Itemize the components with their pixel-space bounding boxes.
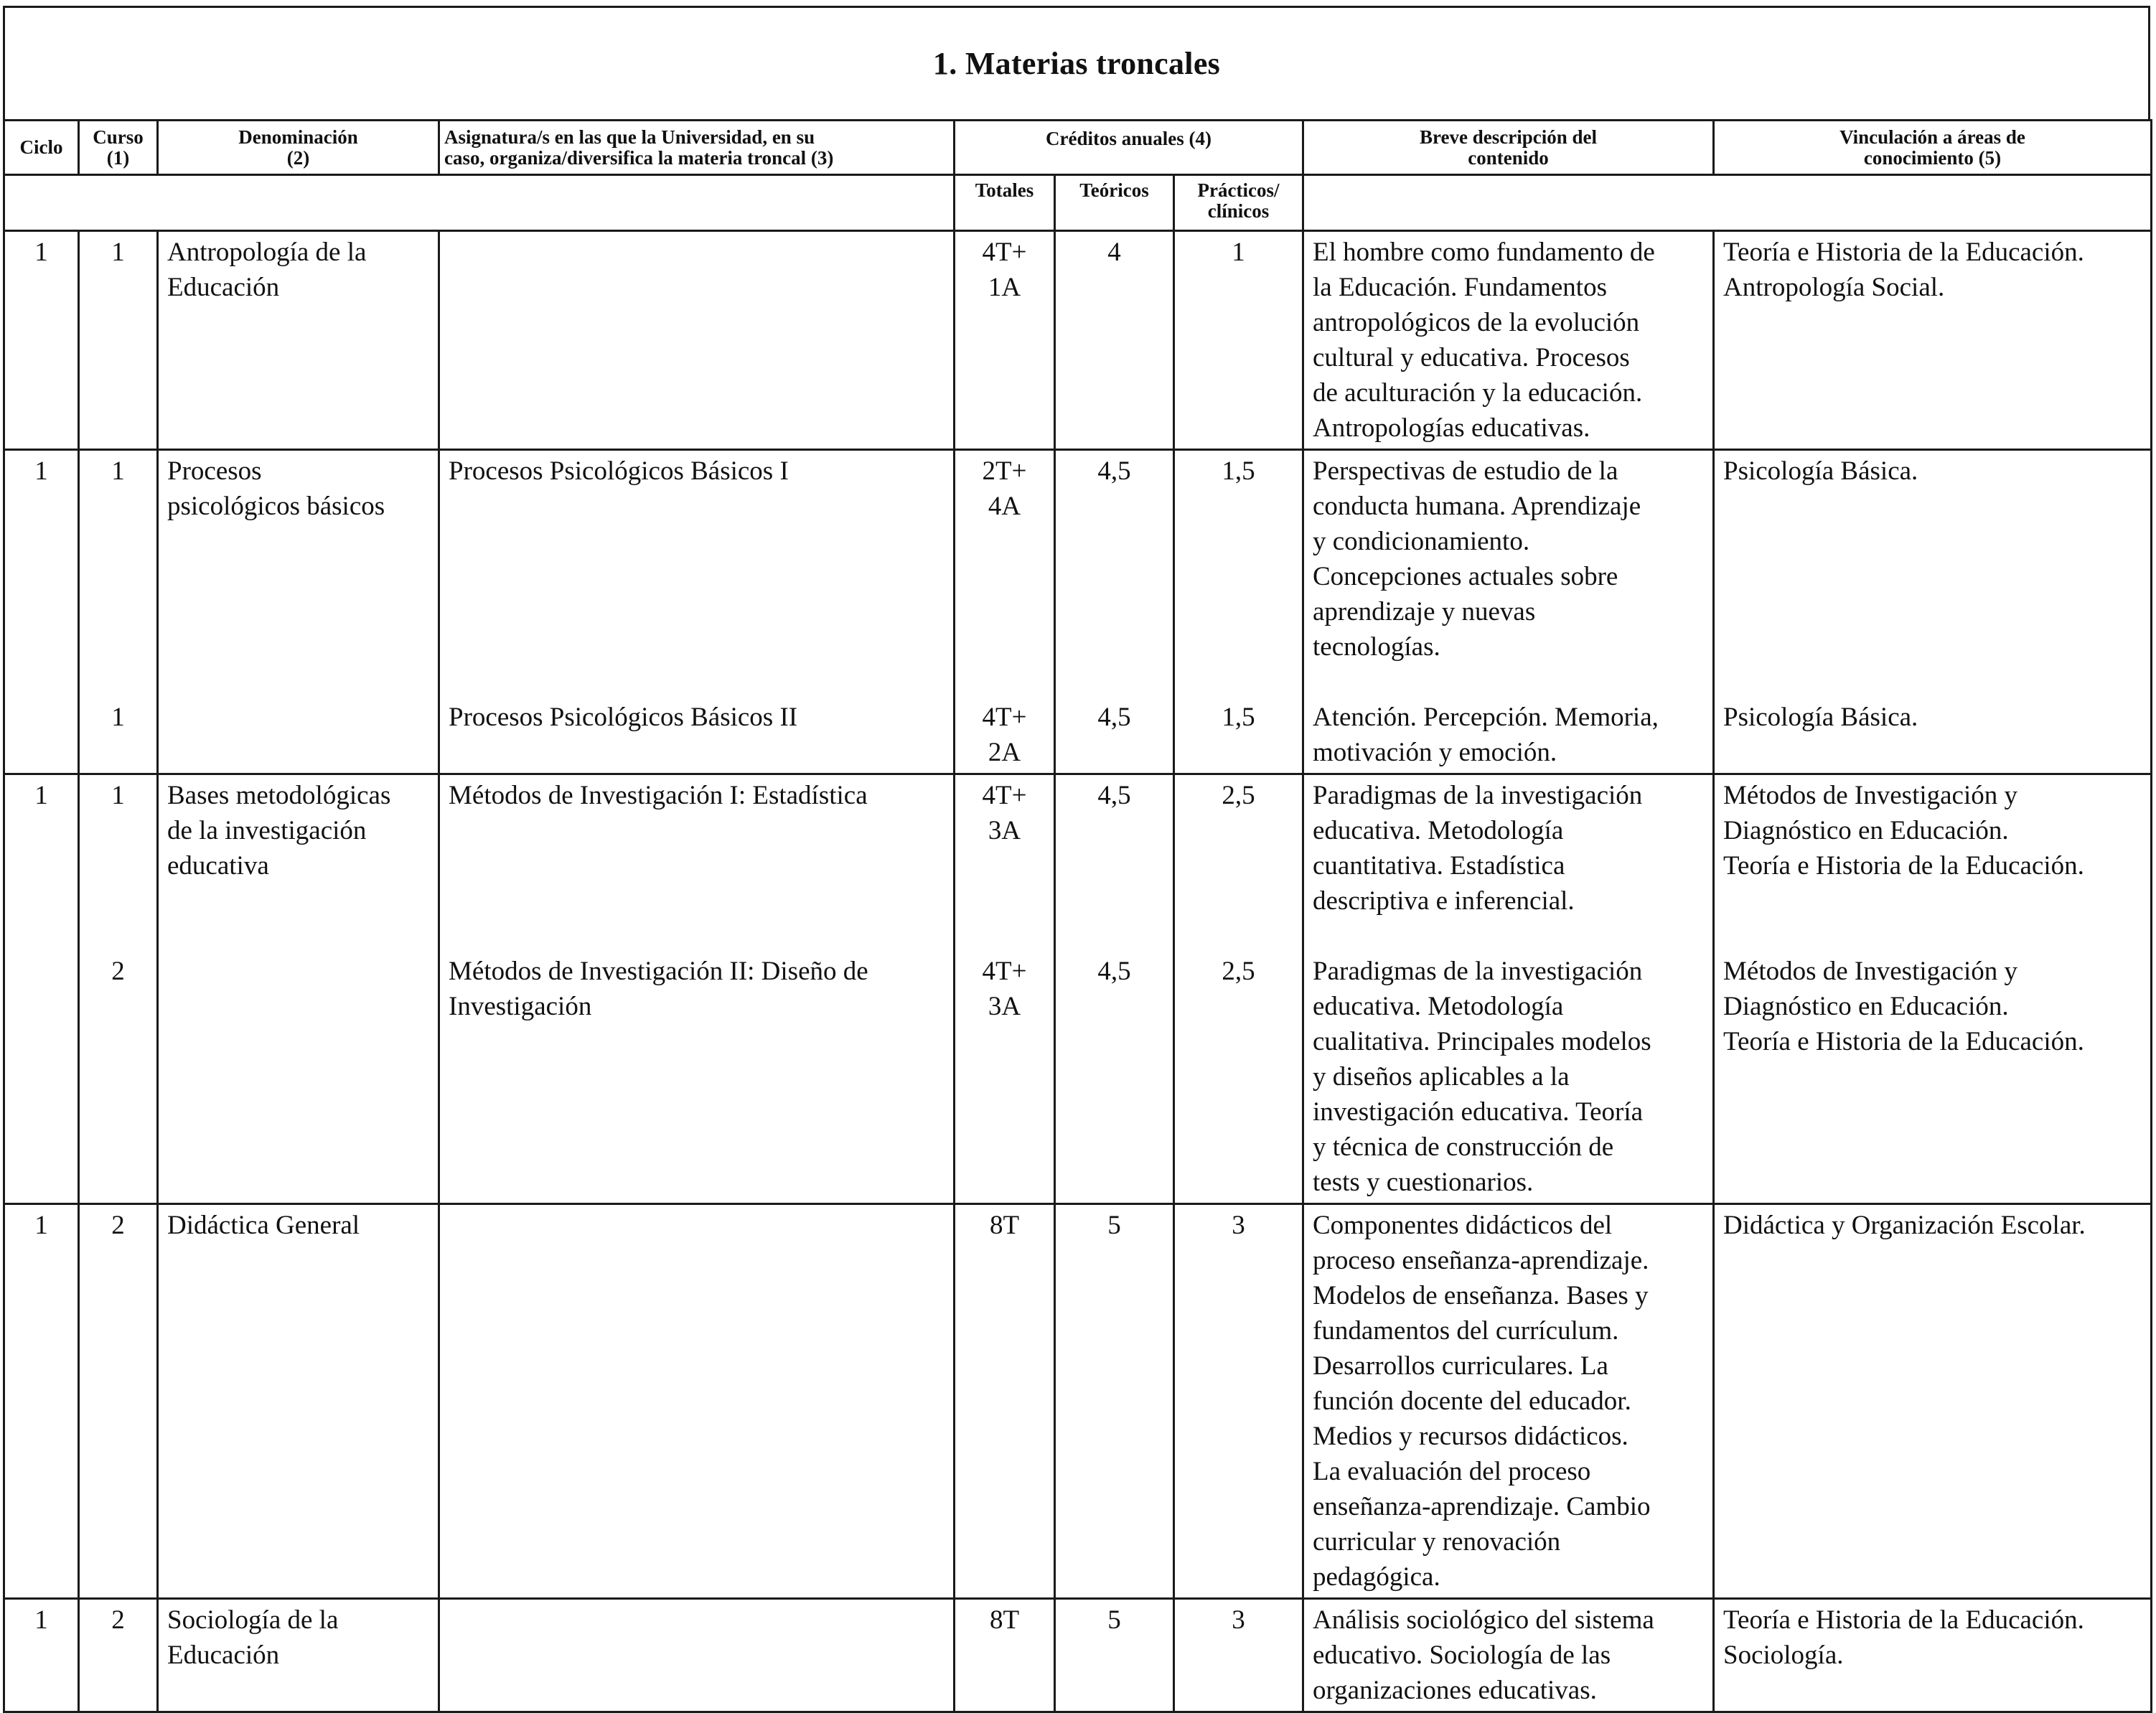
cell-asignatura	[439, 450, 955, 774]
header-vinculacion-line-2: conocimiento (5)	[1863, 146, 2002, 169]
totales-value: 8T	[989, 1605, 1020, 1635]
spacer	[1064, 489, 1164, 700]
vinculacion-text: Teoría e Historia de la Educación.	[1723, 238, 2084, 267]
header-teoricos: Teóricos	[1055, 175, 1174, 231]
cell-teoricos	[1055, 1204, 1174, 1599]
vinculacion-text: Diagnóstico en Educación.	[1723, 816, 2009, 845]
asignatura-text: Procesos Psicológicos Básicos I	[449, 456, 789, 486]
cell-totales	[955, 1599, 1055, 1712]
cell-ciclo	[4, 774, 79, 1204]
cell-vinculacion	[1714, 774, 2152, 1204]
header-asignaturas-line-2: caso, organiza/diversifica la materia troncal (3)	[444, 146, 834, 169]
asignatura-text: Procesos Psicológicos Básicos II	[449, 703, 798, 732]
cell-teoricos	[1055, 774, 1174, 1204]
descripcion-text: conducta humana. Aprendizaje	[1313, 492, 1641, 521]
denominacion-text: de la investigación	[167, 816, 367, 845]
denominacion-text: Educación	[167, 273, 280, 302]
cell-teoricos	[1055, 450, 1174, 774]
spacer	[449, 489, 945, 700]
descripcion-text: fundamentos del currículum.	[1313, 1316, 1619, 1346]
cell-curso	[79, 1204, 158, 1599]
descripcion-text: investigación educativa. Teoría	[1313, 1097, 1644, 1127]
descripcion-text: Desarrollos curriculares. La	[1313, 1351, 1608, 1381]
header-curso	[79, 121, 158, 175]
denominacion-text: Educación	[167, 1641, 280, 1670]
cell-vinculacion	[1714, 231, 2152, 450]
vinculacion-text: Teoría e Historia de la Educación.	[1723, 851, 2084, 881]
ciclo-value: 1	[34, 781, 48, 810]
page-title: 1. Materias troncales	[932, 46, 1221, 81]
descripcion-text: aprendizaje y nuevas	[1313, 597, 1536, 626]
cell-asignatura	[439, 774, 955, 1204]
descripcion-text: antropológicos de la evolución	[1313, 308, 1640, 337]
descripcion-text: Medios y recursos didácticos.	[1313, 1422, 1628, 1451]
spacer	[1723, 883, 2142, 954]
descripcion-text: curricular y renovación	[1313, 1527, 1561, 1557]
cell-descripcion	[1303, 231, 1714, 450]
totales-value: 4T+	[982, 957, 1027, 986]
curso-value: 2	[111, 1605, 125, 1635]
teoricos-value: 5	[1107, 1605, 1121, 1635]
header-practicos-line-2: clínicos	[1207, 200, 1270, 222]
spacer	[88, 813, 148, 954]
header-creditos: Créditos anuales (4)	[955, 121, 1303, 175]
cell-descripcion	[1303, 450, 1714, 774]
descripcion-text: Paradigmas de la investigación	[1313, 781, 1643, 810]
asignatura-text: Métodos de Investigación I: Estadística	[449, 781, 868, 810]
header-ciclo: Ciclo	[4, 121, 79, 175]
practicos-value: 1,5	[1222, 703, 1255, 732]
ciclo-value: 1	[34, 1211, 48, 1240]
header-curso-note: (1)	[106, 146, 130, 169]
descripcion-text: Modelos de enseñanza. Bases y	[1313, 1281, 1649, 1310]
vinculacion-text: Métodos de Investigación y	[1723, 957, 2017, 986]
cell-denominacion	[158, 774, 439, 1204]
header-totales: Totales	[955, 175, 1055, 231]
header-denominacion-note: (2)	[286, 146, 310, 169]
denominacion-text: Antropología de la	[167, 238, 367, 267]
header-practicos-line-1: Prácticos/	[1197, 179, 1280, 201]
table-row	[4, 774, 2152, 1204]
curso-value: 1	[111, 456, 125, 486]
cell-curso	[79, 1599, 158, 1712]
title-box	[3, 6, 2150, 119]
cell-ciclo	[4, 1599, 79, 1712]
descripcion-text: Componentes didácticos del	[1313, 1211, 1613, 1240]
curso-value: 1	[111, 238, 125, 267]
cell-curso	[79, 774, 158, 1204]
curso-value: 1	[111, 781, 125, 810]
teoricos-value: 4,5	[1097, 781, 1131, 810]
totales-value: 2A	[988, 738, 1021, 767]
denominacion-text: Bases metodológicas	[167, 781, 391, 810]
cell-asignatura	[439, 1204, 955, 1599]
denominacion-text: Sociología de la	[167, 1605, 339, 1635]
descripcion-text: Perspectivas de estudio de la	[1313, 456, 1618, 486]
descripcion-text: la Educación. Fundamentos	[1313, 273, 1607, 302]
cell-teoricos	[1055, 231, 1174, 450]
descripcion-text: pedagógica.	[1313, 1562, 1440, 1592]
cell-curso	[79, 231, 158, 450]
cell-ciclo	[4, 231, 79, 450]
descripcion-text: organizaciones educativas.	[1313, 1676, 1597, 1705]
descripcion-text: educativa. Metodología	[1313, 816, 1564, 845]
totales-value: 2T+	[982, 456, 1027, 486]
ciclo-value: 1	[34, 456, 48, 486]
totales-value: 8T	[989, 1211, 1020, 1240]
descripcion-text: función docente del educador.	[1313, 1386, 1631, 1416]
descripcion-text: cultural y educativa. Procesos	[1313, 343, 1630, 372]
cell-practicos	[1174, 774, 1303, 1204]
cell-practicos	[1174, 450, 1303, 774]
descripcion-text: educativa. Metodología	[1313, 992, 1564, 1021]
descripcion-text: tecnologías.	[1313, 632, 1440, 662]
cell-descripcion	[1303, 1599, 1714, 1712]
asignatura-text: Investigación	[449, 992, 592, 1021]
totales-value: 4T+	[982, 781, 1027, 810]
cell-ciclo	[4, 1204, 79, 1599]
spacer	[1313, 919, 1704, 954]
descripcion-text: Análisis sociológico del sistema	[1313, 1605, 1654, 1635]
cell-totales	[955, 774, 1055, 1204]
descripcion-text: proceso enseñanza-aprendizaje.	[1313, 1246, 1649, 1275]
spacer	[1313, 665, 1704, 700]
cell-curso	[79, 450, 158, 774]
practicos-value: 2,5	[1222, 957, 1255, 986]
header-blank-left	[4, 175, 955, 231]
teoricos-value: 5	[1107, 1211, 1121, 1240]
totales-value: 4A	[988, 492, 1021, 521]
header-practicos	[1174, 175, 1303, 231]
spacer	[1184, 489, 1293, 700]
descripcion-text: descriptiva e inferencial.	[1313, 886, 1575, 916]
vinculacion-text: Métodos de Investigación y	[1723, 781, 2017, 810]
cell-descripcion	[1303, 1204, 1714, 1599]
curso-value: 2	[111, 1211, 125, 1240]
vinculacion-text: Teoría e Historia de la Educación.	[1723, 1605, 2084, 1635]
vinculacion-text: Sociología.	[1723, 1641, 1844, 1670]
descripcion-text: Atención. Percepción. Memoria,	[1313, 703, 1659, 732]
spacer	[964, 524, 1045, 700]
teoricos-value: 4,5	[1097, 957, 1131, 986]
header-vinculacion-line-1: Vinculación a áreas de	[1839, 126, 2025, 148]
denominacion-text: Procesos	[167, 456, 262, 486]
totales-value: 4T+	[982, 238, 1027, 267]
descripcion-text: cuantitativa. Estadística	[1313, 851, 1565, 881]
header-breve-line-1: Breve descripción del	[1420, 126, 1597, 148]
totales-value: 3A	[988, 992, 1021, 1021]
cell-teoricos	[1055, 1599, 1174, 1712]
totales-value: 3A	[988, 816, 1021, 845]
teoricos-value: 4,5	[1097, 456, 1131, 486]
vinculacion-text: Antropología Social.	[1723, 273, 1945, 302]
header-asignaturas	[439, 121, 955, 175]
descripcion-text: Concepciones actuales sobre	[1313, 562, 1618, 591]
cell-denominacion	[158, 1599, 439, 1712]
vinculacion-text: Teoría e Historia de la Educación.	[1723, 1027, 2084, 1056]
descripcion-text: motivación y emoción.	[1313, 738, 1557, 767]
cell-denominacion	[158, 231, 439, 450]
vinculacion-text: Didáctica y Organización Escolar.	[1723, 1211, 2086, 1240]
cell-totales	[955, 450, 1055, 774]
descripcion-text: educativo. Sociología de las	[1313, 1641, 1611, 1670]
curso-value: 1	[111, 703, 125, 732]
table-row	[4, 450, 2152, 774]
spacer	[964, 848, 1045, 954]
practicos-value: 3	[1232, 1605, 1245, 1635]
vinculacion-text: Psicología Básica.	[1723, 703, 1918, 732]
teoricos-value: 4,5	[1097, 703, 1131, 732]
cell-vinculacion	[1714, 1204, 2152, 1599]
descripcion-text: Paradigmas de la investigación	[1313, 957, 1643, 986]
header-curso-line: Curso	[93, 126, 144, 148]
vinculacion-text: Diagnóstico en Educación.	[1723, 992, 2009, 1021]
ciclo-value: 1	[34, 238, 48, 267]
totales-value: 1A	[988, 273, 1021, 302]
descripcion-text: y diseños aplicables a la	[1313, 1062, 1570, 1092]
denominacion-text: Didáctica General	[167, 1211, 360, 1240]
practicos-value: 1,5	[1222, 456, 1255, 486]
ciclo-value: 1	[34, 1605, 48, 1635]
materias-table	[3, 119, 2152, 1713]
descripcion-text: enseñanza-aprendizaje. Cambio	[1313, 1492, 1651, 1521]
denominacion-text: educativa	[167, 851, 269, 881]
header-vinculacion	[1714, 121, 2152, 175]
descripcion-text: La evaluación del proceso	[1313, 1457, 1591, 1486]
descripcion-text: cualitativa. Principales modelos	[1313, 1027, 1651, 1056]
teoricos-value: 4	[1107, 238, 1121, 267]
descripcion-text: El hombre como fundamento de	[1313, 238, 1655, 267]
cell-practicos	[1174, 1204, 1303, 1599]
table-row	[4, 1204, 2152, 1599]
descripcion-text: Antropologías educativas.	[1313, 413, 1590, 443]
asignatura-text: Métodos de Investigación II: Diseño de	[449, 957, 868, 986]
curso-value: 2	[111, 957, 125, 986]
cell-descripcion	[1303, 774, 1714, 1204]
descripcion-text: y técnica de construcción de	[1313, 1132, 1614, 1162]
cell-ciclo	[4, 450, 79, 774]
cell-totales	[955, 1204, 1055, 1599]
cell-asignatura	[439, 231, 955, 450]
practicos-value: 2,5	[1222, 781, 1255, 810]
spacer	[1064, 813, 1164, 954]
header-denominacion	[158, 121, 439, 175]
practicos-value: 1	[1232, 238, 1245, 267]
cell-vinculacion	[1714, 1599, 2152, 1712]
spacer	[449, 813, 945, 954]
descripcion-text: tests y cuestionarios.	[1313, 1168, 1534, 1197]
denominacion-text: psicológicos básicos	[167, 492, 385, 521]
descripcion-text: y condicionamiento.	[1313, 527, 1530, 556]
table-row	[4, 231, 2152, 450]
cell-totales	[955, 231, 1055, 450]
spacer	[88, 489, 148, 700]
cell-practicos	[1174, 1599, 1303, 1712]
spacer	[1723, 489, 2142, 700]
header-blank-right	[1303, 175, 2152, 231]
vinculacion-text: Psicología Básica.	[1723, 456, 1918, 486]
table-row	[4, 1599, 2152, 1712]
header-breve	[1303, 121, 1714, 175]
cell-vinculacion	[1714, 450, 2152, 774]
cell-practicos	[1174, 231, 1303, 450]
cell-denominacion	[158, 450, 439, 774]
descripcion-text: de aculturación y la educación.	[1313, 378, 1643, 408]
spacer	[1184, 813, 1293, 954]
header-denominacion-line: Denominación	[238, 126, 358, 148]
totales-value: 4T+	[982, 703, 1027, 732]
cell-denominacion	[158, 1204, 439, 1599]
header-asignaturas-line-1: Asignatura/s en las que la Universidad, en su	[444, 126, 815, 148]
practicos-value: 3	[1232, 1211, 1245, 1240]
header-breve-line-2: contenido	[1468, 146, 1549, 169]
cell-asignatura	[439, 1599, 955, 1712]
